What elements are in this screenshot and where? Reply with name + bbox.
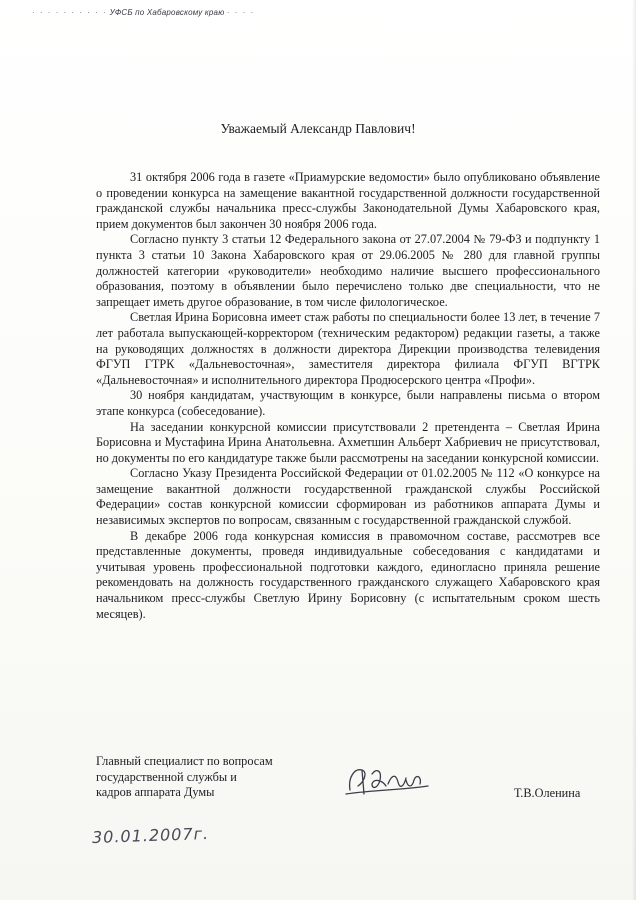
paragraph: 31 октября 2006 года в газете «Приамурские ведомости» было опубликовано объявление о проведении конкурса на замещение вакантной государственной должности государственной гражданской службы начальника пресс-службы Законодательной Думы Хабаровского края, прием документов был закончен 30 ноября 2006 года. xyxy=(96,170,600,231)
signer-position xyxy=(96,754,273,801)
handwritten-signature xyxy=(342,760,432,804)
position-line: Главный специалист по вопросам xyxy=(96,754,273,768)
paragraph: Согласно Указу Президента Российской Федерации от 01.02.2005 № 112 «О конкурсе на замещение вакантной должности государственной гражданской службы Российской Федерации» состав конкурсной комиссии сформирован из работников аппарата Думы и независимых экспертов по вопросам, связанным с государственной гражданской службой. xyxy=(96,466,600,528)
fax-header-text: УФСБ по Хабаровскому краю xyxy=(109,8,225,17)
position-line: кадров аппарата Думы xyxy=(96,785,215,800)
fax-header-dots: · · · · · · · · · · xyxy=(32,8,108,17)
paragraph: В декабре 2006 года конкурсная комиссия в правомочном составе, рассмотрев все представленные документы, проведя индивидуальные собеседования с кандидатами и учитывая уровень профессиональной подготовки каждого, единогласно приняла решение рекомендовать на должность государственного гражданского служащего Хабаровского края начальником пресс-службы Светлую Ирину Борисовну (с испытательным сроком шесть месяцев). xyxy=(96,528,600,621)
paragraph: 30 ноября кандидатам, участвующим в конкурсе, были направлены письма о втором этапе конкурса (собеседование). xyxy=(96,388,600,418)
paragraph: Светлая Ирина Борисовна имеет стаж работы по специальности более 13 лет, в течение 7 лет работала выпускающей-корректором (техническим редактором) редакции газеты, а также на руководящих должностях в должности директора Дирекции производства телевидения ФГУП ГТРК «Дальневосточная», заместителя директора филиала ФГУП ВГТРК «Дальневосточная» и исполнительного директора Продюсерского центра «Профи». xyxy=(96,310,600,387)
fax-header xyxy=(32,8,255,17)
fax-header-tail: · · · · xyxy=(226,8,255,17)
scan-edge-shadow xyxy=(632,0,636,900)
handwritten-date: 30.01.2007г. xyxy=(91,823,210,848)
signer-name: Т.В.Оленина xyxy=(514,786,581,800)
salutation: Уважаемый Александр Павлович! xyxy=(220,121,416,136)
paragraph: Согласно пункту 3 статьи 12 Федерального закона от 27.07.2004 № 79-ФЗ и подпункту 1 пункта 3 статьи 10 Закона Хабаровского края от 29.06.2005 № 280 для главной группы должностей категории «руководители» необходимо наличие высшего профессионального образования, поэтому в объявлении было перечислено только две специальности, что не запрещает иметь другое образование, в том числе филологическое. xyxy=(96,232,600,309)
paragraph: На заседании конкурсной комиссии присутствовали 2 претендента – Светлая Ирина Борисовна и Мустафина Ирина Анатольевна. Ахметшин Альберт Хабриевич не присутствовал, но документы по его кандидатуре также были рассмотрены на заседании конкурсной комиссии. xyxy=(96,419,600,465)
letter-body xyxy=(96,170,600,622)
position-line: государственной службы и xyxy=(96,769,237,784)
